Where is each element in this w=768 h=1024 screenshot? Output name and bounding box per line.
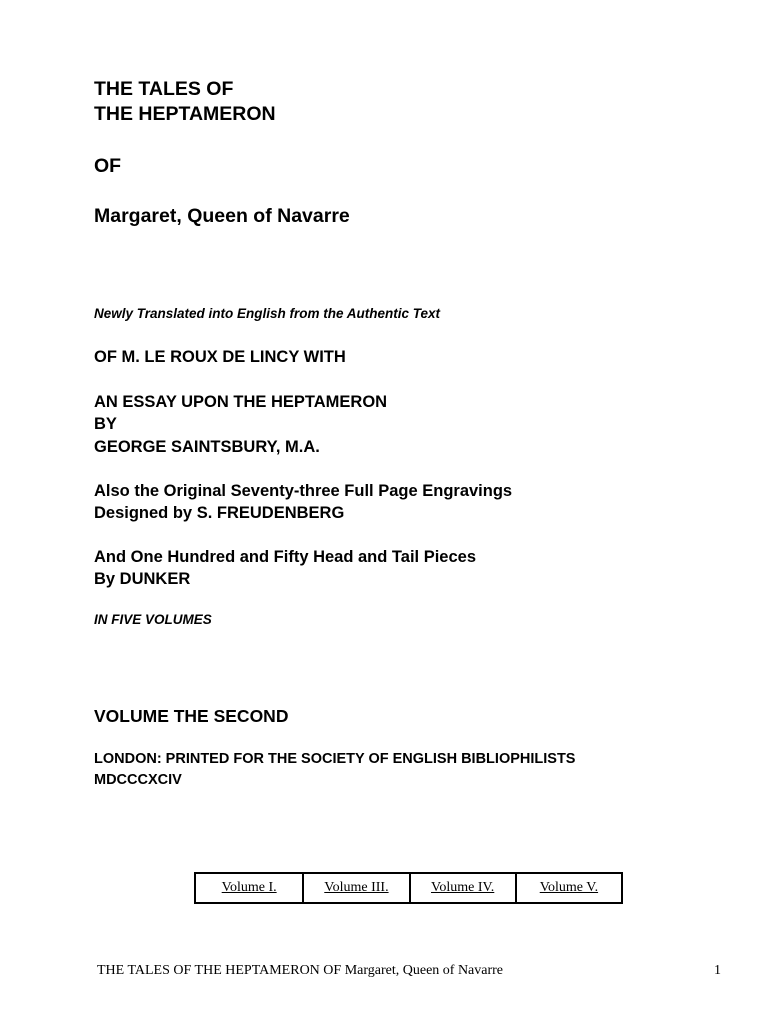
engravings-line-2: Designed by S. FREUDENBERG <box>94 504 345 522</box>
volume-links-table <box>194 872 623 904</box>
volume-link-3[interactable]: Volume III. <box>304 874 410 902</box>
publisher-line-2: MDCCCXCIV <box>94 772 182 788</box>
pieces-line-1: And One Hundred and Fifty Head and Tail Pieces <box>94 548 477 566</box>
engravings-line-1: Also the Original Seventy-three Full Page Engravings <box>94 482 513 500</box>
translation-note: Newly Translated into English from the Authentic Text <box>94 306 441 321</box>
publisher-line-1: LONDON: PRINTED FOR THE SOCIETY OF ENGLISH BIBLIOPHILISTS <box>94 751 576 767</box>
volumes-note: IN FIVE VOLUMES <box>94 612 212 627</box>
volume-link-4[interactable]: Volume IV. <box>411 874 517 902</box>
footer-running-title: THE TALES OF THE HEPTAMERON OF Margaret, Queen of Navarre <box>97 963 504 978</box>
title-line-1: THE TALES OF <box>94 78 234 100</box>
essay-line-1: AN ESSAY UPON THE HEPTAMERON <box>94 393 388 411</box>
source-line: OF M. LE ROUX DE LINCY WITH <box>94 348 346 366</box>
pieces-line-2: By DUNKER <box>94 570 191 588</box>
volume-heading: VOLUME THE SECOND <box>94 706 289 726</box>
title-line-2: THE HEPTAMERON <box>94 103 276 125</box>
volume-link-5[interactable]: Volume V. <box>539 880 599 895</box>
title-of: OF <box>94 155 122 177</box>
essay-line-2: BY <box>94 415 117 433</box>
title-author: Margaret, Queen of Navarre <box>94 205 350 227</box>
essay-author: GEORGE SAINTSBURY, M.A. <box>94 438 320 456</box>
footer-page-number: 1 <box>714 963 721 978</box>
volume-link-1[interactable]: Volume I. <box>196 874 304 902</box>
